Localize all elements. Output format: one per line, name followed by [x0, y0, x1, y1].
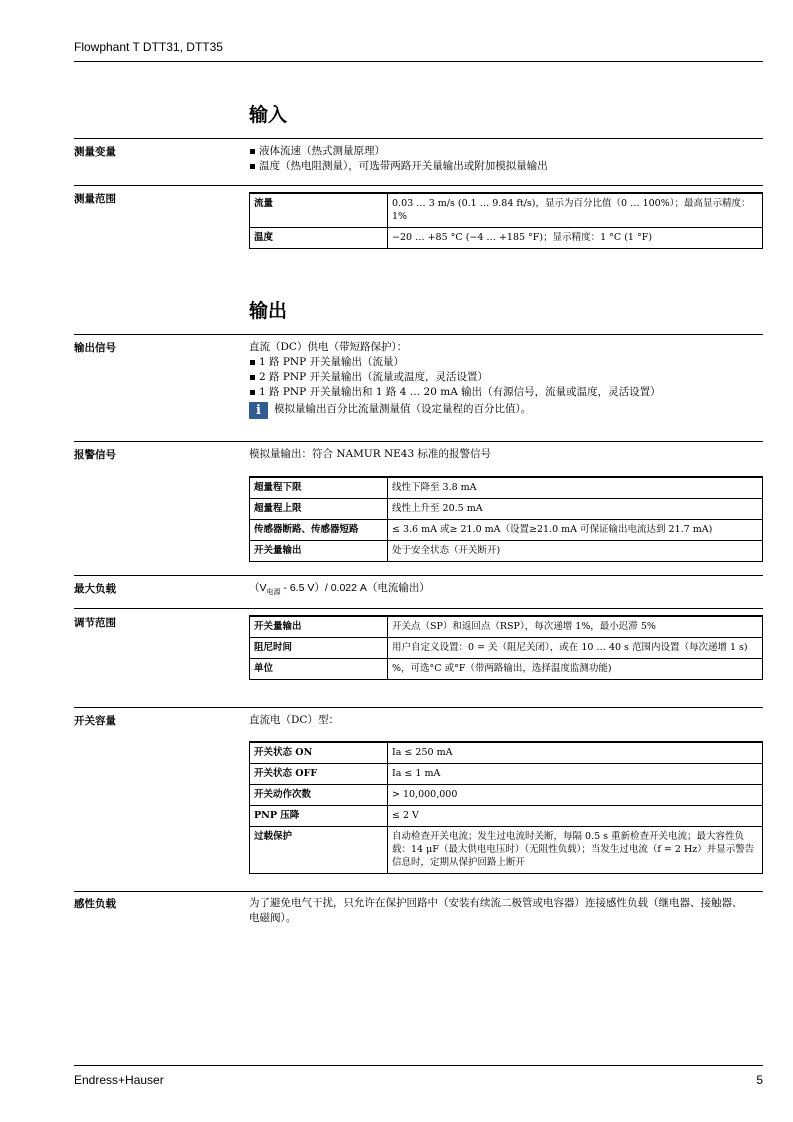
table-row: [250, 520, 763, 541]
max-load-post: - 6.5 V）/ 0.022 A（电流输出）: [280, 582, 430, 594]
table-key: 传感器断路、传感器短路: [250, 520, 388, 541]
table-row: [250, 477, 763, 499]
table-row: [250, 785, 763, 806]
table-key: 单位: [250, 659, 388, 680]
info-note: [249, 402, 763, 419]
divider: [74, 891, 763, 892]
divider: [74, 441, 763, 442]
table-value: 开关点（SP）和返回点（RSP），每次递增 1%，最小迟滞 5%: [388, 616, 763, 638]
info-icon: i: [249, 402, 268, 419]
switching-capacity-intro: 直流电（DC）型：: [249, 714, 339, 726]
table-key: 过载保护: [250, 827, 388, 874]
measuring-range-table: [249, 192, 763, 249]
label-output-signal: 输出信号: [74, 342, 116, 354]
max-load-formula: [249, 581, 430, 600]
table-value: 处于安全状态（开关断开): [388, 541, 763, 562]
table-key: 流量: [250, 193, 388, 228]
table-key: 开关量输出: [250, 541, 388, 562]
label-measured-variable: 测量变量: [74, 146, 116, 158]
table-value: Ia ≤ 250 mA: [388, 742, 763, 764]
table-key: 温度: [250, 228, 388, 249]
table-key: PNP 压降: [250, 806, 388, 827]
header-rule: [74, 61, 763, 62]
table-value: −20 … +85 °C (−4 … +185 °F)；显示精度：1 °C (1 °F): [388, 228, 763, 249]
table-value: %，可选°C 或°F（带两路输出，选择温度监测功能): [388, 659, 763, 680]
table-key: 开关动作次数: [250, 785, 388, 806]
divider: [74, 334, 763, 335]
table-value: 自动检查开关电流；发生过电流时关断，每隔 0.5 s 重新检查开关电流；最大容性负载：14 μF（最大供电电压时）（无阻性负载）；当发生过电流（f = 2 Hz）并显示警告信息时，定期从保护回路上断开: [388, 827, 763, 874]
table-key: 开关状态 OFF: [250, 764, 388, 785]
adjustment-range-table: [249, 615, 763, 680]
alarm-signal-table: [249, 476, 763, 562]
measured-variable-list: [249, 144, 548, 174]
list-item: 1 路 PNP 开关量输出（流量）: [249, 355, 763, 370]
label-adjustment-range: 调节范围: [74, 617, 116, 629]
label-max-load: 最大负载: [74, 583, 116, 595]
max-load-subscript: 电源: [266, 589, 281, 597]
label-inductive-load: 感性负载: [74, 898, 116, 910]
page-number: 5: [756, 1073, 763, 1087]
list-item: 液体流速（热式测量原理）: [249, 144, 548, 159]
list-item: 1 路 PNP 开关量输出和 1 路 4 … 20 mA 输出（有源信号，流量或温度，灵活设置）: [249, 385, 763, 400]
table-key: 开关状态 ON: [250, 742, 388, 764]
table-row: [250, 638, 763, 659]
divider: [74, 608, 763, 609]
alarm-signal-intro: 模拟量输出：符合 NAMUR NE43 标准的报警信号: [249, 448, 492, 460]
table-key: 开关量输出: [250, 616, 388, 638]
table-key: 超量程下限: [250, 477, 388, 499]
footer-rule: [74, 1065, 763, 1066]
table-row: [250, 541, 763, 562]
table-value: ≤ 3.6 mA 或≥ 21.0 mA（设置≥21.0 mA 可保证输出电流达到 21.7 mA): [388, 520, 763, 541]
list-item: 温度（热电阻测量），可选带两路开关量输出或附加模拟量输出: [249, 159, 548, 174]
table-row: [250, 616, 763, 638]
list-item: 2 路 PNP 开关量输出（流量或温度，灵活设置）: [249, 370, 763, 385]
divider: [74, 707, 763, 708]
table-row: [250, 827, 763, 874]
section-heading-input: 输入: [249, 104, 288, 126]
divider: [74, 138, 763, 139]
info-note-text: 模拟量输出百分比流量测量值（设定量程的百分比值）。: [274, 403, 532, 415]
inductive-load-text: 为了避免电气干扰，只允许在保护回路中（安装有续流二极管或电容器）连接感性负载（继电器、接触器、电磁阀）。: [249, 897, 743, 924]
table-value: Ia ≤ 1 mA: [388, 764, 763, 785]
table-row: [250, 764, 763, 785]
label-alarm-signal: 报警信号: [74, 449, 116, 461]
output-signal-block: [249, 340, 763, 419]
table-value: 用户自定义设置：0 = 关（阻尼关闭），或在 10 … 40 s 范围内设置（每次递增 1 s): [388, 638, 763, 659]
table-row: [250, 659, 763, 680]
section-heading-output: 输出: [249, 300, 288, 322]
table-value: 0.03 … 3 m/s (0.1 … 9.84 ft/s)，显示为百分比值（0 … 100%）；最高显示精度：1%: [388, 193, 763, 228]
table-row: [250, 193, 763, 228]
max-load-pre: （V: [249, 582, 267, 594]
table-row: [250, 228, 763, 249]
table-row: [250, 742, 763, 764]
divider: [74, 575, 763, 576]
table-value: ≤ 2 V: [388, 806, 763, 827]
page-header-title: Flowphant T DTT31, DTT35: [74, 40, 223, 54]
switching-capacity-table: [249, 741, 763, 874]
table-row: [250, 806, 763, 827]
divider: [74, 185, 763, 186]
label-measuring-range: 测量范围: [74, 193, 116, 205]
table-row: [250, 499, 763, 520]
label-switching-capacity: 开关容量: [74, 715, 116, 727]
table-value: > 10,000,000: [388, 785, 763, 806]
output-signal-intro: 直流（DC）供电（带短路保护）：: [249, 341, 408, 353]
table-key: 超量程上限: [250, 499, 388, 520]
footer-brand: Endress+Hauser: [74, 1073, 164, 1087]
table-value: 线性上升至 20.5 mA: [388, 499, 763, 520]
table-key: 阻尼时间: [250, 638, 388, 659]
table-value: 线性下降至 3.8 mA: [388, 477, 763, 499]
